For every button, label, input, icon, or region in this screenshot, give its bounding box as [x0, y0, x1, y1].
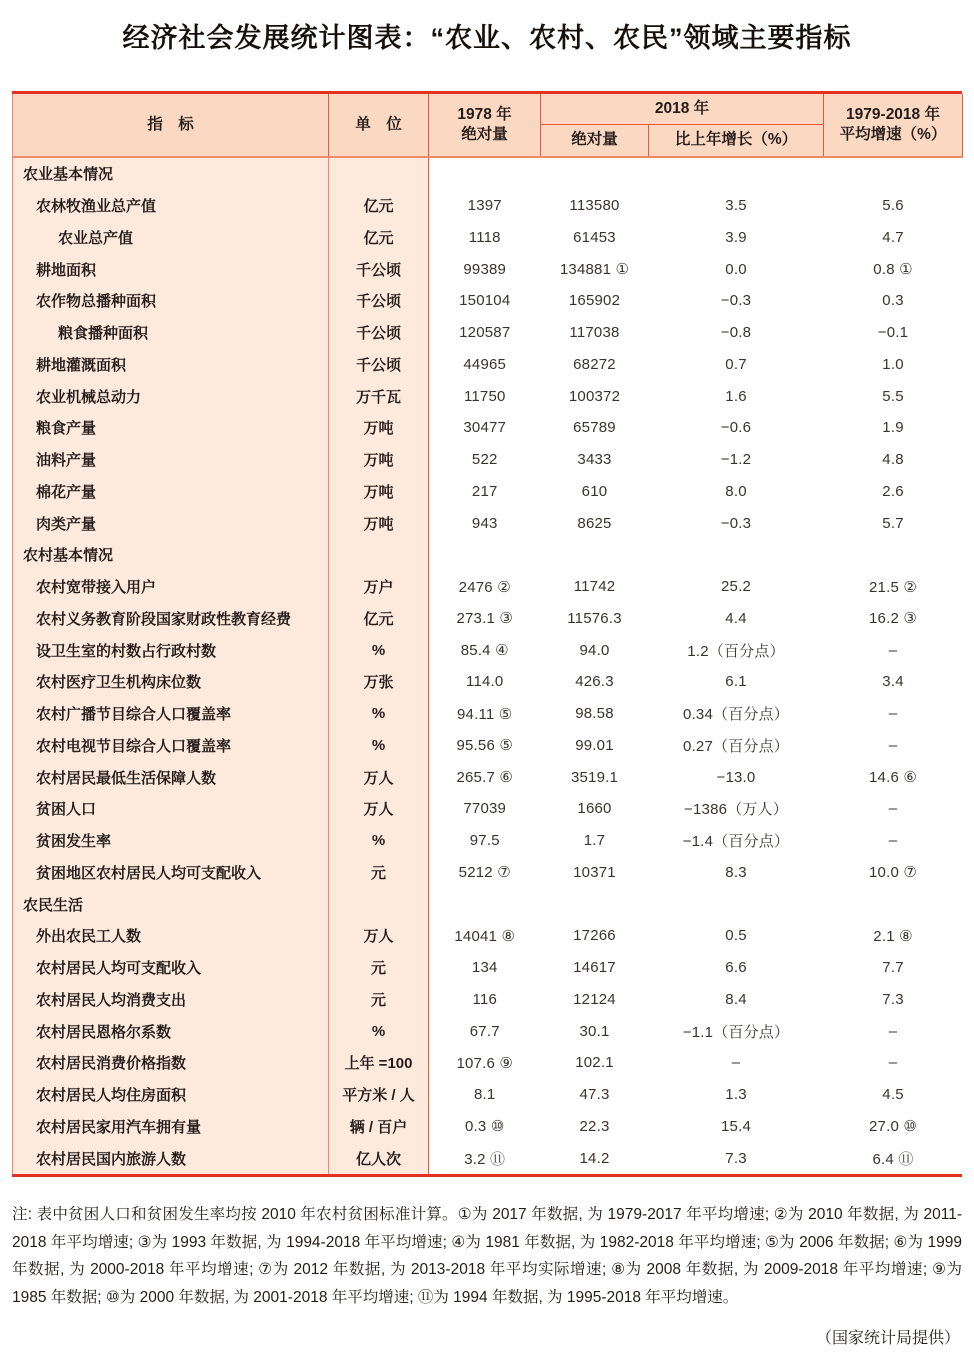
- indicator-cell: 农村居民最低生活保障人数: [13, 761, 329, 793]
- value-1978-cell: 134: [471, 959, 498, 977]
- unit-cell: 上年 =100: [329, 1047, 429, 1079]
- avg-growth-cell: 4.7: [882, 228, 904, 246]
- indicator-cell: 农业总产值: [13, 222, 329, 254]
- indicator-cell: 肉类产量: [13, 507, 329, 539]
- value-2018-cell: 610: [581, 482, 608, 500]
- table-row: [13, 666, 963, 698]
- value-2018-cell: 426.3: [575, 673, 614, 691]
- unit-cell: 亿元: [329, 190, 429, 222]
- value-2018-cell: 165902: [568, 292, 621, 310]
- indicator-cell: 农村居民国内旅游人数: [13, 1142, 329, 1174]
- avg-growth-cell: 7.7: [882, 959, 904, 977]
- footnote: 注: 表中贫困人口和贫困发生率均按 2010 年农村贫困标准计算。①为 2017 年数据, 为 1979-2017 年平均增速; ②为 2010 年数据, 为 2011-2018 年平均增速; ③为 1993 年数据, 为 1994-2018 年平均增速; ④为 1981 年数据, 为 1982-2018 年平均增速; ⑤为 2006 年数据; ⑥为 1999 年数据, 为 2000-2018 年平均增速; ⑦为 2012 年数据, 为 2013-2018 年平均实际增速; ⑧为 2008 年数据, 为 2009-2018 年平均增速; ⑨为 1985 年数据; ⑩为 2000 年数据, 为 2001-2018 年平均增速; ⑪为 1994 年数据, 为 1995-2018 年平均增速。: [12, 1206, 962, 1306]
- table-row: [13, 190, 963, 222]
- header-indicator: 指 标: [13, 94, 329, 157]
- value-2018-cell: 3433: [577, 451, 612, 469]
- avg-growth-cell: 16.2 ③: [869, 610, 918, 628]
- growth-cell: 1.3: [725, 1086, 747, 1104]
- unit-cell: [329, 888, 429, 920]
- value-1978-cell: 0.3 ⑩: [465, 1118, 505, 1136]
- indicator-cell: 农村居民人均可支配收入: [13, 952, 329, 984]
- growth-cell: −1386（万人）: [684, 801, 788, 819]
- avg-growth-cell: 2.1 ⑧: [873, 927, 913, 945]
- indicator-cell: 贫困发生率: [13, 825, 329, 857]
- growth-cell: 8.3: [725, 863, 747, 881]
- unit-cell: 万人: [329, 761, 429, 793]
- table-row: [13, 825, 963, 857]
- value-1978-cell: 1118: [468, 228, 501, 246]
- unit-cell: 万人: [329, 920, 429, 952]
- value-2018-cell: 14.2: [579, 1149, 610, 1167]
- value-1978-cell: 95.56 ⑤: [456, 737, 514, 755]
- growth-cell: 1.6: [725, 387, 747, 405]
- unit-cell: 千公顷: [329, 317, 429, 349]
- indicator-cell: 耕地面积: [13, 253, 329, 285]
- growth-cell: 0.0: [725, 260, 747, 278]
- value-1978-cell: 114.0: [466, 673, 504, 691]
- growth-cell: 8.4: [725, 990, 747, 1008]
- header-2018-abs: 绝对量: [541, 125, 649, 158]
- indicator-cell: 设卫生室的村数占行政村数: [13, 634, 329, 666]
- value-1978-cell: 522: [471, 451, 498, 469]
- table-row: [13, 761, 963, 793]
- avg-growth-cell: [824, 157, 963, 190]
- table-row: [13, 349, 963, 381]
- table-row: [13, 1047, 963, 1079]
- value-1978-cell: 85.4 ④: [460, 642, 509, 660]
- indicator-cell: 农村居民人均住房面积: [13, 1079, 329, 1111]
- value-2018-cell: 65789: [573, 419, 616, 437]
- avg-growth-cell: 5.6: [882, 197, 904, 215]
- growth-cell: −0.6: [720, 419, 752, 437]
- avg-growth-cell: 0.3: [882, 292, 904, 310]
- value-2018-cell: 47.3: [579, 1086, 610, 1104]
- indicator-cell: 贫困地区农村居民人均可支配收入: [13, 857, 329, 889]
- value-1978-cell: [429, 888, 541, 920]
- value-2018-cell: 3519.1: [570, 768, 619, 786]
- source-credit: （国家统计局提供）: [815, 1330, 960, 1347]
- growth-cell: [649, 157, 824, 190]
- value-1978-cell: 107.6 ⑨: [456, 1054, 514, 1072]
- indicator-cell: 粮食产量: [13, 412, 329, 444]
- value-2018-cell: [541, 157, 649, 190]
- value-2018-cell: 30.1: [579, 1022, 610, 1040]
- value-2018-cell: 11576.3: [567, 609, 622, 627]
- indicator-cell: 农村电视节目综合人口覆盖率: [13, 730, 329, 762]
- table-row: [13, 1111, 963, 1143]
- value-1978-cell: 1397: [467, 197, 502, 215]
- header-avg-years: 1979-2018 年: [846, 105, 940, 123]
- growth-cell: 3.5: [725, 197, 747, 215]
- avg-growth-cell: –: [888, 705, 898, 723]
- value-1978-cell: 67.7: [469, 1022, 500, 1040]
- header-2018: 2018 年: [541, 94, 824, 125]
- table-row: [13, 507, 963, 539]
- growth-cell: 1.2（百分点）: [687, 642, 785, 660]
- table-body: [13, 157, 963, 1174]
- value-2018-cell: 113580: [569, 197, 620, 215]
- header-unit: 单 位: [329, 94, 429, 157]
- table-row: [13, 888, 963, 920]
- value-1978-cell: 77039: [463, 800, 507, 818]
- indicator-cell: 农村居民消费价格指数: [13, 1047, 329, 1079]
- header-avg-label: 平均增速（%）: [839, 126, 947, 143]
- unit-cell: [329, 157, 429, 190]
- table-row: [13, 444, 963, 476]
- value-1978-cell: 943: [471, 514, 498, 532]
- growth-cell: −0.8: [720, 324, 752, 342]
- indicator-cell: 粮食播种面积: [13, 317, 329, 349]
- table-row: [13, 793, 963, 825]
- header-2018-growth: 比上年增长（%）: [649, 125, 824, 158]
- avg-growth-cell: 6.4 ⑪: [872, 1150, 914, 1168]
- statistics-table: [12, 91, 962, 1177]
- unit-cell: 万吨: [329, 412, 429, 444]
- table-row: [13, 476, 963, 508]
- value-1978-cell: 273.1 ③: [456, 610, 514, 628]
- indicator-cell: 农民生活: [13, 888, 329, 920]
- indicator-cell: 农林牧渔业总产值: [13, 190, 329, 222]
- growth-cell: −0.3: [720, 292, 752, 310]
- unit-cell: 万吨: [329, 507, 429, 539]
- indicator-cell: 农村医疗卫生机构床位数: [13, 666, 329, 698]
- table-row: [13, 1079, 963, 1111]
- avg-growth-cell: 4.5: [882, 1086, 904, 1104]
- growth-cell: 25.2: [721, 578, 751, 596]
- avg-growth-cell: –: [888, 1022, 898, 1040]
- value-2018-cell: 99.01: [575, 736, 614, 754]
- table-row: [13, 920, 963, 952]
- indicator-cell: 外出农民工人数: [13, 920, 329, 952]
- unit-cell: 元: [329, 984, 429, 1016]
- table-row: [13, 603, 963, 635]
- indicator-cell: 农作物总播种面积: [13, 285, 329, 317]
- value-2018-cell: 17266: [573, 927, 616, 945]
- avg-growth-cell: –: [888, 832, 898, 850]
- value-1978-cell: 5212 ⑦: [458, 864, 511, 882]
- value-1978-cell: 217: [471, 482, 498, 500]
- header-1978-year: 1978 年: [457, 105, 512, 123]
- unit-cell: %: [329, 825, 429, 857]
- table-row: [13, 952, 963, 984]
- growth-cell: −1.2: [720, 451, 752, 469]
- value-2018-cell: 1660: [577, 800, 612, 818]
- unit-cell: 元: [329, 952, 429, 984]
- unit-cell: 平方米 / 人: [329, 1079, 429, 1111]
- avg-growth-cell: 10.0 ⑦: [869, 864, 918, 882]
- table-row: [13, 253, 963, 285]
- header-avg-growth: [824, 94, 963, 157]
- value-1978-cell: 44965: [463, 355, 507, 373]
- growth-cell: 6.1: [725, 673, 747, 691]
- header-1978: [429, 94, 541, 157]
- avg-growth-cell: 0.8 ①: [873, 261, 913, 279]
- value-1978-cell: 8.1: [474, 1086, 496, 1104]
- unit-cell: 万张: [329, 666, 429, 698]
- unit-cell: 元: [329, 857, 429, 889]
- avg-growth-cell: 2.6: [882, 482, 904, 500]
- unit-cell: %: [329, 698, 429, 730]
- table-row: [13, 1142, 963, 1174]
- avg-growth-cell: –: [888, 800, 898, 818]
- unit-cell: 亿元: [329, 222, 429, 254]
- table-row: [13, 317, 963, 349]
- unit-cell: 万人: [329, 793, 429, 825]
- table-row: [13, 1015, 963, 1047]
- unit-cell: 千公顷: [329, 253, 429, 285]
- unit-cell: 万户: [329, 571, 429, 603]
- value-2018-cell: 22.3: [579, 1117, 610, 1135]
- growth-cell: –: [731, 1054, 741, 1072]
- value-1978-cell: 99389: [463, 260, 507, 278]
- growth-cell: 0.5: [725, 927, 747, 945]
- value-1978-cell: 265.7 ⑥: [456, 769, 514, 787]
- growth-cell: [649, 539, 824, 571]
- value-2018-cell: 8625: [577, 514, 612, 532]
- value-1978-cell: 30477: [463, 419, 507, 437]
- indicator-cell: 棉花产量: [13, 476, 329, 508]
- unit-cell: 千公顷: [329, 349, 429, 381]
- unit-cell: 万吨: [329, 476, 429, 508]
- unit-cell: 千公顷: [329, 285, 429, 317]
- value-1978-cell: 97.5: [469, 832, 500, 850]
- growth-cell: 8.0: [725, 482, 747, 500]
- unit-cell: 亿元: [329, 603, 429, 635]
- indicator-cell: 农村居民家用汽车拥有量: [13, 1111, 329, 1143]
- indicator-cell: 油料产量: [13, 444, 329, 476]
- avg-growth-cell: –: [888, 641, 898, 659]
- value-1978-cell: 120587: [459, 324, 511, 342]
- indicator-cell: 耕地灌溉面积: [13, 349, 329, 381]
- value-1978-cell: [429, 157, 541, 190]
- unit-cell: 辆 / 百户: [329, 1111, 429, 1143]
- value-2018-cell: 100372: [568, 387, 621, 405]
- growth-cell: 6.6: [725, 959, 747, 977]
- value-1978-cell: 2476 ②: [458, 578, 511, 596]
- value-1978-cell: 3.2 ⑪: [464, 1150, 506, 1168]
- value-1978-cell: 116: [472, 990, 497, 1008]
- table-row: [13, 412, 963, 444]
- avg-growth-cell: [824, 888, 963, 920]
- avg-growth-cell: −0.1: [877, 324, 909, 342]
- value-2018-cell: 14617: [573, 959, 616, 977]
- table-row: [13, 984, 963, 1016]
- table-row: [13, 222, 963, 254]
- unit-cell: %: [329, 1015, 429, 1047]
- avg-growth-cell: 27.0 ⑩: [869, 1118, 918, 1136]
- table-row: [13, 157, 963, 190]
- value-2018-cell: 12124: [573, 990, 616, 1008]
- growth-cell: [649, 888, 824, 920]
- table-header: [13, 94, 963, 157]
- indicator-cell: 农村义务教育阶段国家财政性教育经费: [13, 603, 329, 635]
- growth-cell: 0.34（百分点）: [683, 706, 789, 724]
- avg-growth-cell: 14.6 ⑥: [869, 769, 918, 787]
- growth-cell: −1.4（百分点）: [682, 833, 790, 851]
- value-2018-cell: 11742: [573, 578, 616, 596]
- value-1978-cell: 150104: [459, 292, 511, 310]
- table-row: [13, 730, 963, 762]
- value-2018-cell: 94.0: [579, 641, 610, 659]
- value-2018-cell: 134881 ①: [559, 261, 630, 279]
- growth-cell: 4.4: [725, 609, 747, 627]
- value-2018-cell: 10371: [573, 863, 616, 881]
- growth-cell: 15.4: [721, 1117, 751, 1135]
- avg-growth-cell: 7.3: [882, 990, 904, 1008]
- avg-growth-cell: 5.5: [882, 387, 904, 405]
- value-2018-cell: 1.7: [583, 832, 606, 850]
- value-1978-cell: 11750: [463, 387, 506, 405]
- avg-growth-cell: 3.4: [882, 673, 904, 691]
- indicator-cell: 农村宽带接入用户: [13, 571, 329, 603]
- indicators-table: [12, 94, 963, 1174]
- value-2018-cell: 117038: [569, 324, 620, 342]
- header-1978-abs: 绝对量: [461, 126, 508, 143]
- unit-cell: 亿人次: [329, 1142, 429, 1174]
- table-row: [13, 698, 963, 730]
- value-2018-cell: 68272: [573, 355, 616, 373]
- indicator-cell: 贫困人口: [13, 793, 329, 825]
- unit-cell: %: [329, 634, 429, 666]
- value-1978-cell: 14041 ⑧: [454, 927, 516, 945]
- table-row: [13, 634, 963, 666]
- value-2018-cell: [541, 888, 649, 920]
- indicator-cell: 农业机械总动力: [13, 380, 329, 412]
- unit-cell: 万千瓦: [329, 380, 429, 412]
- avg-growth-cell: 5.7: [882, 514, 904, 532]
- avg-growth-cell: –: [888, 736, 898, 754]
- table-row: [13, 539, 963, 571]
- avg-growth-cell: –: [888, 1054, 898, 1072]
- unit-cell: %: [329, 730, 429, 762]
- value-2018-cell: [541, 539, 649, 571]
- value-1978-cell: 94.11 ⑤: [457, 705, 513, 723]
- avg-growth-cell: 4.8: [882, 451, 904, 469]
- growth-cell: 0.27（百分点）: [683, 737, 789, 755]
- growth-cell: 7.3: [725, 1149, 747, 1167]
- avg-growth-cell: 21.5 ②: [869, 578, 918, 596]
- table-row: [13, 285, 963, 317]
- indicator-cell: 农村居民恩格尔系数: [13, 1015, 329, 1047]
- value-2018-cell: 61453: [573, 228, 616, 246]
- growth-cell: 3.9: [725, 228, 747, 246]
- value-2018-cell: 102.1: [575, 1054, 614, 1072]
- table-row: [13, 380, 963, 412]
- indicator-cell: 农业基本情况: [13, 157, 329, 190]
- avg-growth-cell: 1.0: [882, 355, 904, 373]
- indicator-cell: 农村基本情况: [13, 539, 329, 571]
- value-2018-cell: 98.58: [575, 705, 614, 723]
- avg-growth-cell: [824, 539, 963, 571]
- growth-cell: 0.7: [725, 355, 747, 373]
- value-1978-cell: [429, 539, 541, 571]
- page-title: 经济社会发展统计图表：“农业、农村、农民”领域主要指标: [122, 23, 852, 53]
- growth-cell: −0.3: [720, 514, 752, 532]
- avg-growth-cell: 1.9: [882, 419, 904, 437]
- unit-cell: 万吨: [329, 444, 429, 476]
- indicator-cell: 农村居民人均消费支出: [13, 984, 329, 1016]
- growth-cell: −13.0: [716, 768, 756, 786]
- table-row: [13, 571, 963, 603]
- growth-cell: −1.1（百分点）: [682, 1023, 790, 1041]
- indicator-cell: 农村广播节目综合人口覆盖率: [13, 698, 329, 730]
- unit-cell: [329, 539, 429, 571]
- table-row: [13, 857, 963, 889]
